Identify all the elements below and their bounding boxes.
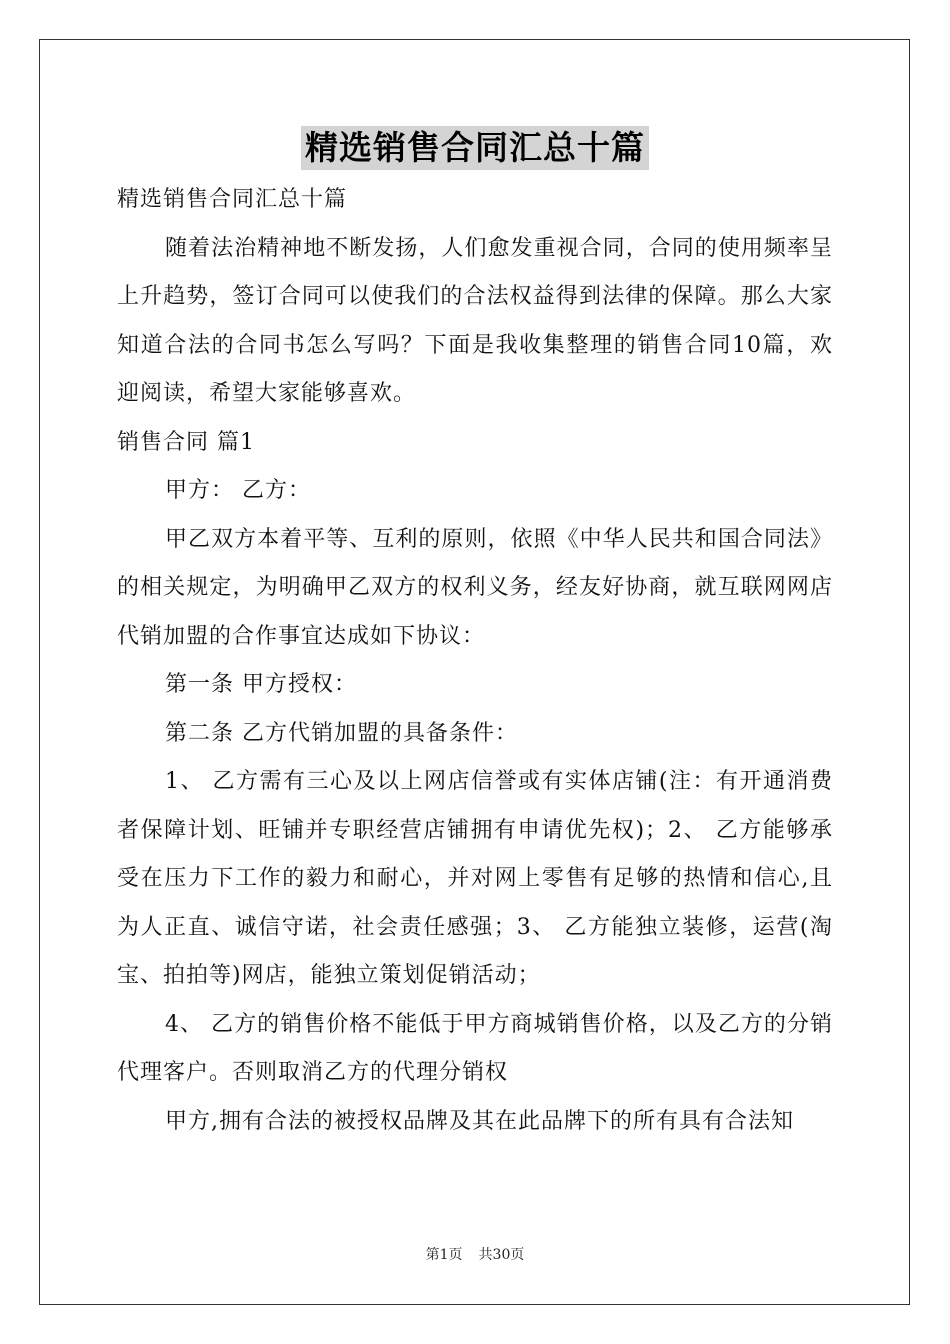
paragraph: 甲乙双方本着平等、互利的原则，依照《中华人民共和国合同法》的相关规定，为明确甲乙双方的权利义务，经友好协商，就互联网网店代销加盟的合作事宜达成如下协议： [117,526,833,649]
paragraph: 第二条 乙方代销加盟的具备条件： [165,720,518,746]
document-body [117,176,833,1146]
document-title: 精选销售合同汇总十篇 [301,126,649,170]
title-container [0,126,950,170]
paragraph: 第一条 甲方授权： [165,672,357,697]
paragraph: 精选销售合同汇总十篇 [117,187,348,212]
page-total: 共30页 [478,1247,525,1263]
page-number: 第1页 [425,1247,463,1263]
paragraph: 随着法治精神地不断发扬，人们愈发重视合同，合同的使用频率呈上升趋势，签订合同可以使我们的合法权益得到法律的保障。那么大家知道合法的合同书怎么写吗？下面是我收集整理的销售合同10篇，欢迎阅读，希望大家能够喜欢。 [117,235,833,406]
paragraph: 4、 乙方的销售价格不能低于甲方商城销售价格，以及乙方的分销代理客户。否则取消乙方的代理分销权 [117,1011,833,1085]
paragraph: 甲方,拥有合法的被授权品牌及其在此品牌下的所有具有合法知 [165,1108,794,1134]
paragraph: 甲方： 乙方： [165,478,311,503]
paragraph: 1、 乙方需有三心及以上网店信誉或有实体店铺(注：有开通消费者保障计划、旺铺并专职经营店铺拥有申请优先权)；2、 乙方能够承受在压力下工作的毅力和耐心，并对网上零售有足够的热情和信心,且为人正直、诚信守诺，社会责任感强；3、 乙方能独立装修，运营(淘宝、拍拍等)网店，能独立策划促销活动； [117,769,833,988]
section-heading: 销售合同 篇1 [117,429,255,455]
page-footer [0,1245,950,1265]
